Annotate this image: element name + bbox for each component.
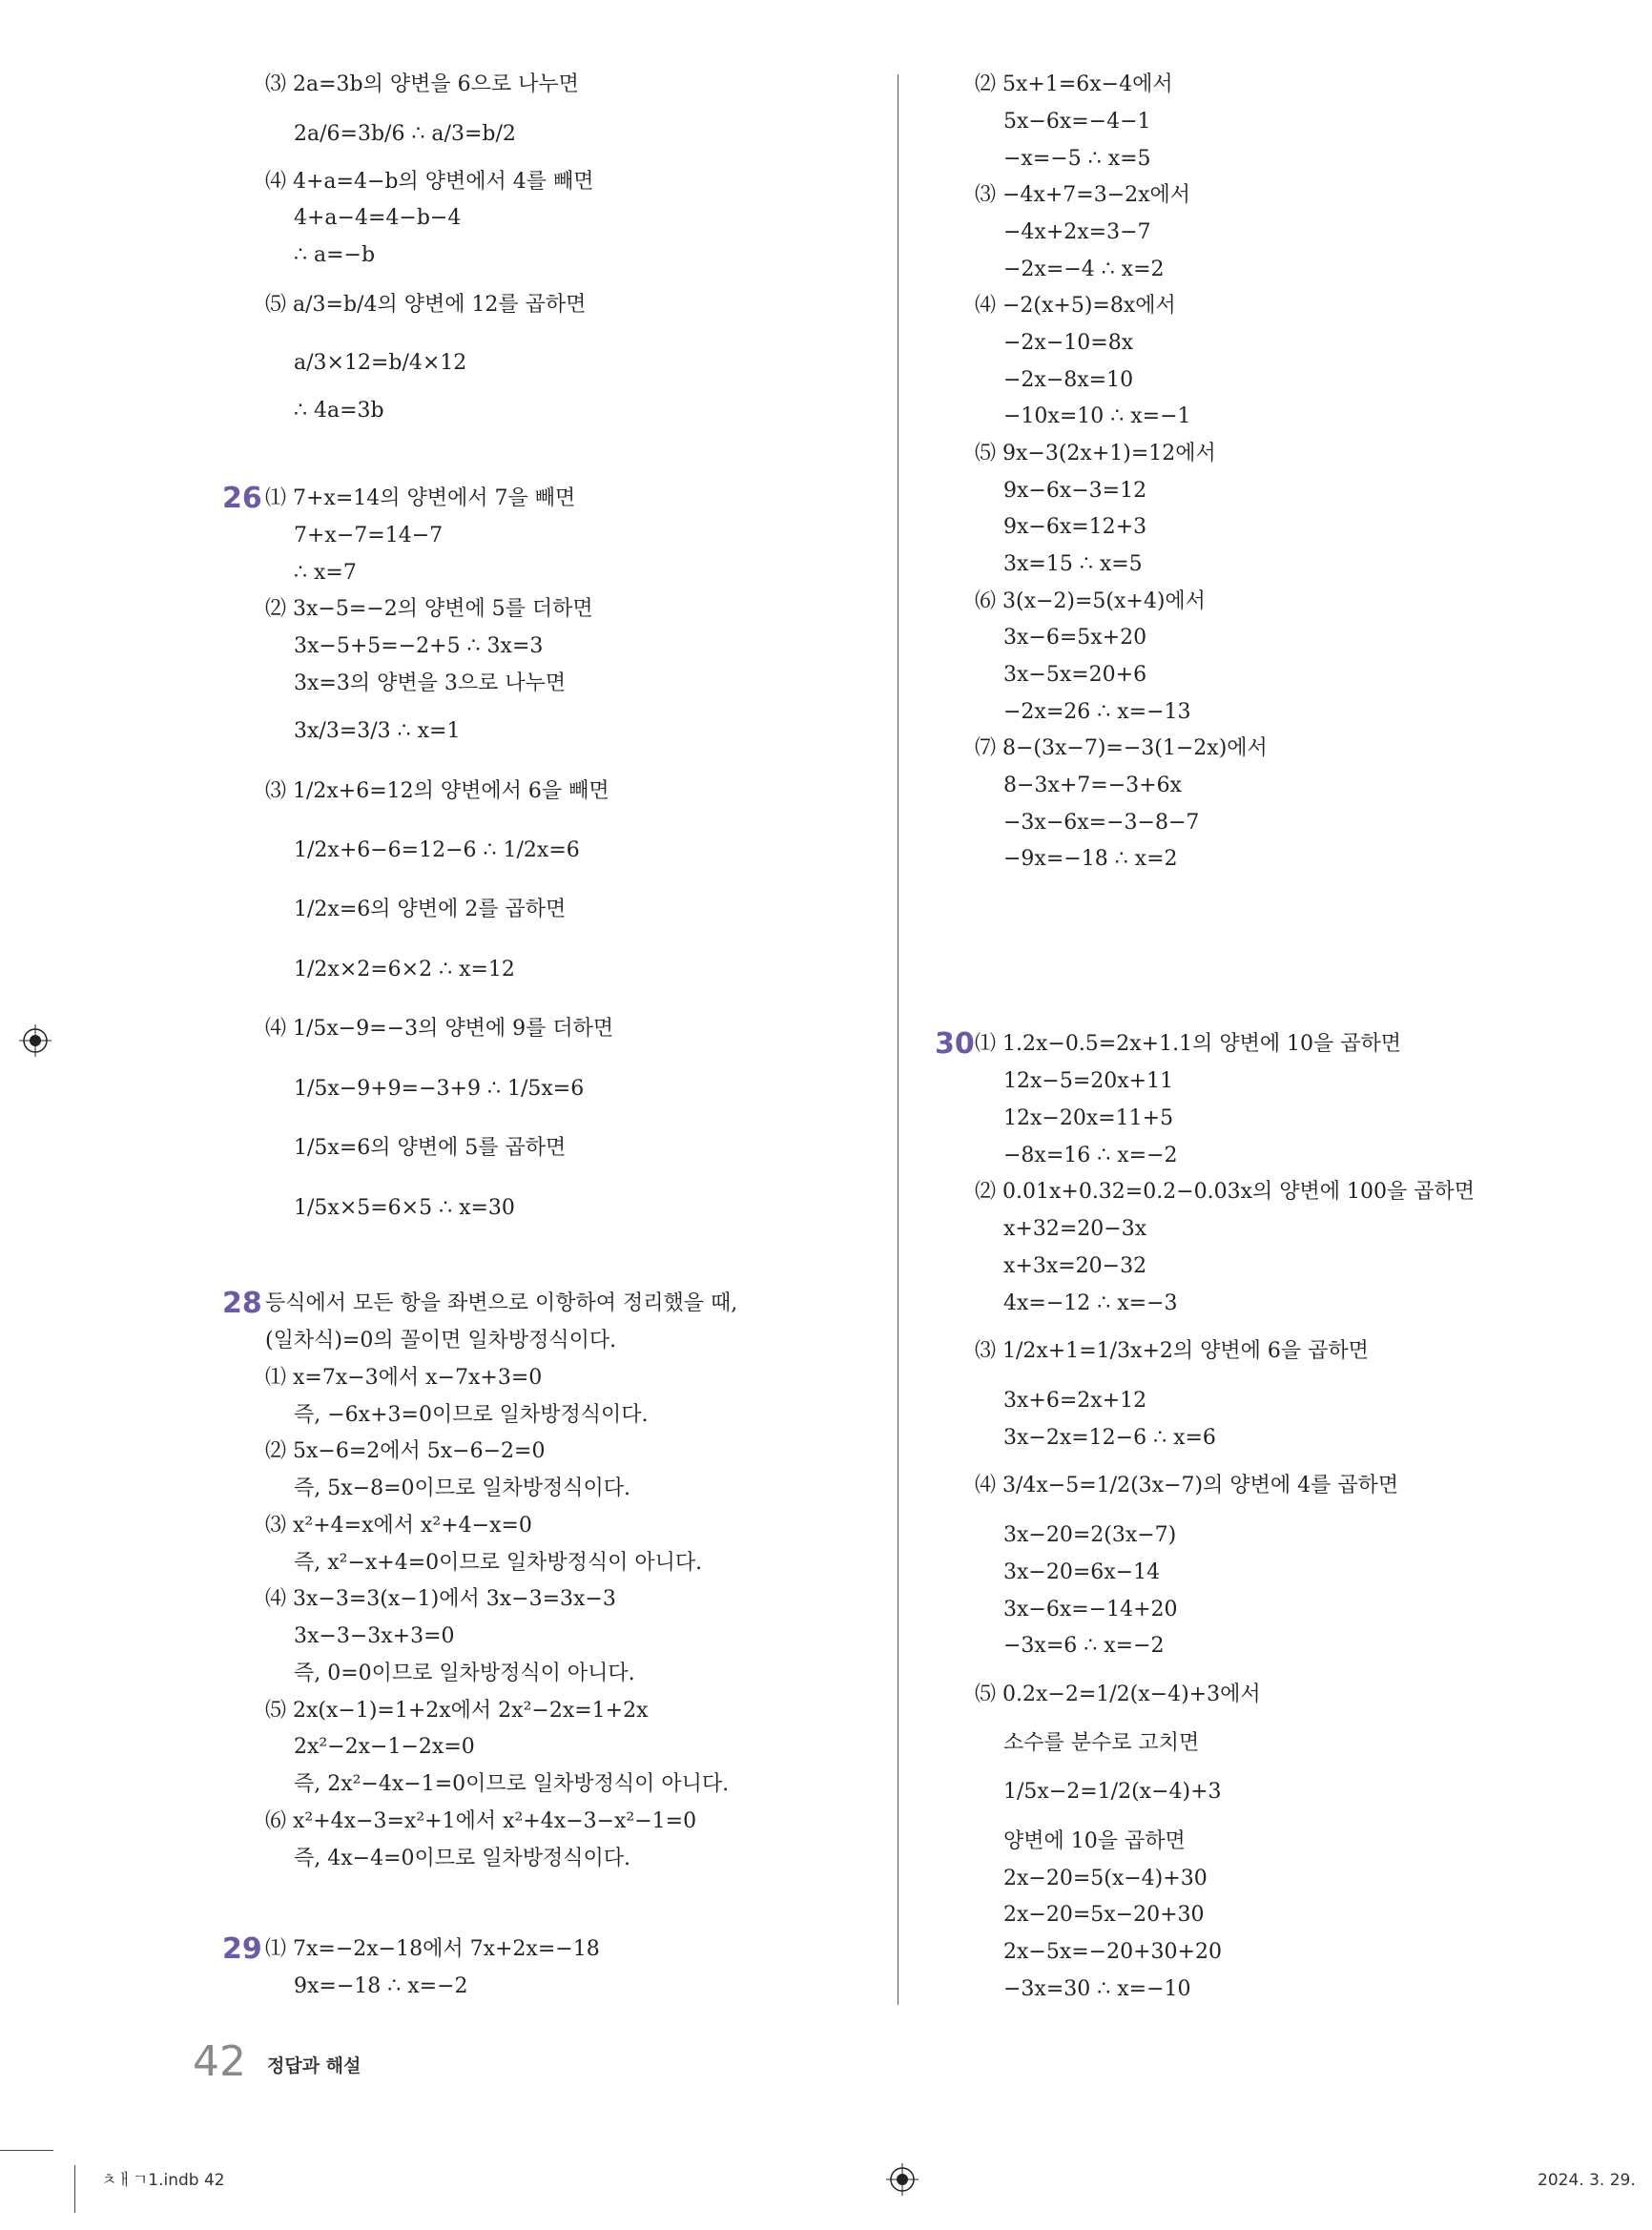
q26-line: 3x=3의 양변을 3으로 나누면: [294, 671, 567, 695]
q28-line: 즉, x²−x+4=0이므로 일차방정식이 아니다.: [294, 1551, 703, 1575]
q30-line: 소수를 분수로 고치면: [1003, 1731, 1200, 1755]
q29-line: ⑶ −4x+7=3−2x에서: [975, 183, 1191, 207]
q26-line: 1/5x=6의 양변에 5를 곱하면: [294, 1136, 567, 1160]
q28-line: ⑹ x²+4x−3=x²+1에서 x²+4x−3−x²−1=0: [265, 1809, 697, 1833]
q28-line: ⑷ 3x−3=3(x−1)에서 3x−3=3x−3: [265, 1587, 616, 1611]
q28-line: 2x²−2x−1−2x=0: [294, 1735, 475, 1759]
q30-line: 2x−20=5x−20+30: [1003, 1903, 1205, 1927]
q26-line: 1/2x+6−6=12−6 ∴ 1/2x=6: [294, 838, 580, 862]
q25-line: ⑶ 2a=3b의 양변을 6으로 나누면: [265, 72, 579, 96]
q30-line: 3x−2x=12−6 ∴ x=6: [1003, 1426, 1216, 1450]
q30-line: 12x−20x=11+5: [1003, 1106, 1174, 1130]
q30-line: 4x=−12 ∴ x=−3: [1003, 1291, 1178, 1315]
q29-line: −9x=−18 ∴ x=2: [1003, 847, 1178, 871]
q25-line: a/3×12=b/4×12: [294, 351, 467, 375]
q30-line: 3x−20=2(3x−7): [1003, 1523, 1177, 1547]
q29-line: −2x−8x=10: [1003, 368, 1134, 392]
registration-mark-icon: [886, 2163, 919, 2196]
q28-line: 즉, 0=0이므로 일차방정식이 아니다.: [294, 1662, 635, 1685]
q30-line: ⑵ 0.01x+0.32=0.2−0.03x의 양변에 100을 곱하면: [975, 1180, 1476, 1204]
q26-line: 1/5x×5=6×5 ∴ x=30: [294, 1196, 515, 1220]
q26-line: ⑴ 7+x=14의 양변에서 7을 빼면: [265, 486, 576, 510]
q26-line: 3x/3=3/3 ∴ x=1: [294, 719, 461, 743]
q25-line: ∴ 4a=3b: [294, 399, 384, 423]
q30-line: x+32=20−3x: [1003, 1217, 1147, 1241]
q30-line: 2x−5x=−20+30+20: [1003, 1940, 1222, 1964]
q29-line: −3x−6x=−3−8−7: [1003, 811, 1200, 835]
question-number: 30: [935, 1027, 975, 1061]
q29-line: −2x=26 ∴ x=−13: [1003, 700, 1191, 724]
q30-line: −3x=30 ∴ x=−10: [1003, 1977, 1191, 2001]
q29-line: ⑷ −2(x+5)=8x에서: [975, 294, 1176, 318]
q28-line: 즉, 4x−4=0이므로 일차방정식이다.: [294, 1847, 631, 1870]
q28-line: 등식에서 모든 항을 좌변으로 이항하여 정리했을 때,: [265, 1291, 738, 1315]
q30-line: ⑴ 1.2x−0.5=2x+1.1의 양변에 10을 곱하면: [975, 1032, 1402, 1056]
q28-line: 즉, 5x−8=0이므로 일차방정식이다.: [294, 1476, 631, 1500]
q30-line: ⑷ 3/4x−5=1/2(3x−7)의 양변에 4를 곱하면: [975, 1474, 1399, 1497]
page-label: 정답과 해설: [267, 2055, 361, 2076]
question-number: 29: [222, 1932, 262, 1966]
q25-line: 4+a−4=4−b−4: [294, 206, 462, 230]
q29-line: −x=−5 ∴ x=5: [1003, 147, 1151, 171]
q29-line: ⑺ 8−(3x−7)=−3(1−2x)에서: [975, 736, 1268, 760]
q29-line: ⑹ 3(x−2)=5(x+4)에서: [975, 589, 1206, 613]
q29-line: 5x−6x=−4−1: [1003, 110, 1151, 134]
q28-line: ⑴ x=7x−3에서 x−7x+3=0: [265, 1366, 543, 1390]
q26-line: ⑷ 1/5x−9=−3의 양변에 9를 더하면: [265, 1017, 614, 1041]
q29-line: 3x−6=5x+20: [1003, 626, 1147, 650]
print-date: 2024. 3. 29.: [1538, 2171, 1636, 2190]
q25-line: ⑷ 4+a=4−b의 양변에서 4를 빼면: [265, 170, 594, 194]
q28-line: 즉, −6x+3=0이므로 일차방정식이다.: [294, 1403, 649, 1427]
q26-line: 1/5x−9+9=−3+9 ∴ 1/5x=6: [294, 1077, 585, 1101]
q29-line: 3x=15 ∴ x=5: [1003, 552, 1143, 576]
q28-line: 3x−3−3x+3=0: [294, 1624, 455, 1648]
q30-line: 3x−20=6x−14: [1003, 1560, 1161, 1584]
q30-line: −3x=6 ∴ x=−2: [1003, 1634, 1165, 1658]
q29-line: 8−3x+7=−3+6x: [1003, 774, 1182, 797]
question-number: 26: [222, 482, 262, 515]
q29-line: −2x=−4 ∴ x=2: [1003, 258, 1165, 281]
q29-line: −4x+2x=3−7: [1003, 220, 1151, 244]
q29-line: ⑴ 7x=−2x−18에서 7x+2x=−18: [265, 1937, 600, 1961]
q25-line: ⑸ a/3=b/4의 양변에 12를 곱하면: [265, 293, 587, 317]
q26-line: 1/2x=6의 양변에 2를 곱하면: [294, 898, 567, 921]
q26-line: 3x−5+5=−2+5 ∴ 3x=3: [294, 634, 544, 658]
file-info: ㅊㅐㄱ1.indb 42: [101, 2171, 225, 2190]
q26-line: ⑶ 1/2x+6=12의 양변에서 6을 빼면: [265, 779, 609, 803]
q26-line: ∴ x=7: [294, 561, 357, 585]
q29-line: ⑸ 9x−3(2x+1)=12에서: [975, 442, 1216, 465]
q29-line: 3x−5x=20+6: [1003, 663, 1147, 687]
q29-line: 9x−6x=12+3: [1003, 515, 1147, 539]
q30-line: x+3x=20−32: [1003, 1254, 1147, 1278]
q29-line: 9x−6x−3=12: [1003, 479, 1147, 503]
q30-line: 3x+6=2x+12: [1003, 1389, 1147, 1413]
q29-line: −10x=10 ∴ x=−1: [1003, 404, 1191, 428]
q30-line: 양변에 10을 곱하면: [1003, 1829, 1186, 1853]
q30-line: 2x−20=5(x−4)+30: [1003, 1867, 1208, 1890]
question-number: 28: [222, 1287, 262, 1320]
q30-line: 3x−6x=−14+20: [1003, 1598, 1178, 1621]
q30-line: 12x−5=20x+11: [1003, 1069, 1174, 1093]
q26-line: ⑵ 3x−5=−2의 양변에 5를 더하면: [265, 597, 593, 621]
crop-mark: [0, 2150, 53, 2151]
registration-mark-icon: [19, 1024, 52, 1057]
q28-line: ⑶ x²+4=x에서 x²+4−x=0: [265, 1514, 532, 1538]
q28-line: ⑵ 5x−6=2에서 5x−6−2=0: [265, 1439, 546, 1463]
q30-line: ⑸ 0.2x−2=1/2(x−4)+3에서: [975, 1683, 1261, 1706]
q28-line: (일차식)=0의 꼴이면 일차방정식이다.: [265, 1329, 617, 1352]
page-number: 42: [193, 2037, 246, 2086]
q25-line: ∴ a=−b: [294, 243, 376, 267]
q26-line: 7+x−7=14−7: [294, 524, 444, 547]
crop-mark: [74, 2165, 75, 2213]
q30-line: ⑶ 1/2x+1=1/3x+2의 양변에 6을 곱하면: [975, 1339, 1369, 1363]
q29-line: −2x−10=8x: [1003, 331, 1134, 355]
q28-line: 즉, 2x²−4x−1=0이므로 일차방정식이 아니다.: [294, 1772, 730, 1796]
q29-line: 9x=−18 ∴ x=−2: [294, 1974, 468, 1998]
q30-line: 1/5x−2=1/2(x−4)+3: [1003, 1780, 1222, 1804]
q25-line: 2a/6=3b/6 ∴ a/3=b/2: [294, 122, 516, 146]
q28-line: ⑸ 2x(x−1)=1+2x에서 2x²−2x=1+2x: [265, 1699, 649, 1723]
q29-line: ⑵ 5x+1=6x−4에서: [975, 72, 1173, 96]
q30-line: −8x=16 ∴ x=−2: [1003, 1144, 1178, 1167]
q26-line: 1/2x×2=6×2 ∴ x=12: [294, 958, 515, 981]
